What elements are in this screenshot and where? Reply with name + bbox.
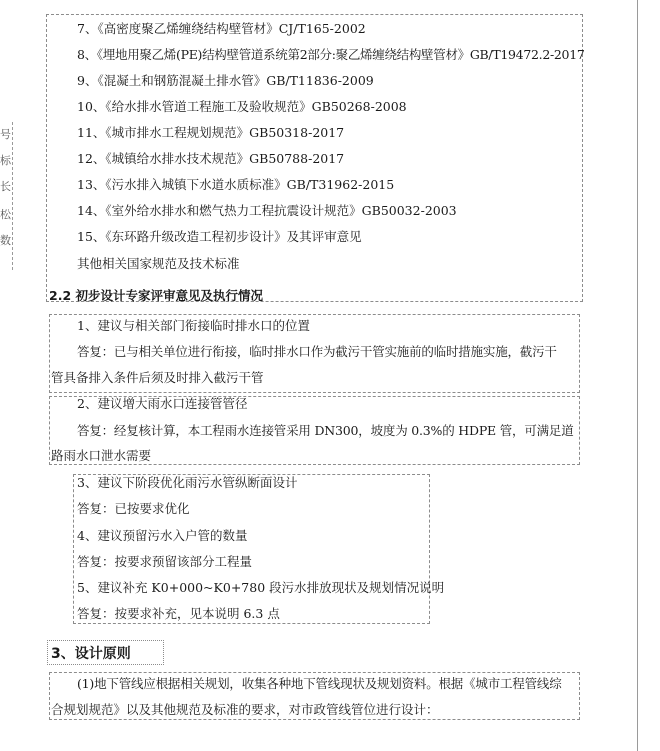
- reference-item: 13、《污水排入城镇下水道水质标准》GB/T31962-2015: [77, 177, 395, 192]
- reference-item: 8、《埋地用聚乙烯(PE)结构壁管道系统第2部分:聚乙烯缠绕结构壁管材》GB/T19472.2-2017: [77, 47, 585, 62]
- margin-char: 标: [0, 154, 11, 167]
- reference-item: 14、《室外给水排水和燃气热力工程抗震设计规范》GB50032-2003: [77, 203, 457, 218]
- margin-char: 号: [0, 128, 11, 141]
- review-answer: 答复：经复核计算，本工程雨水连接管采用 DN300，坡度为 0.3%的 HDPE 管，可满足道: [77, 423, 574, 438]
- page-right-edge: [637, 0, 638, 751]
- margin-char: 长: [0, 180, 11, 193]
- reference-item: 其他相关国家规范及技术标准: [77, 256, 240, 271]
- margin-char: 松: [0, 208, 11, 221]
- review-answer: 答复：按要求补充，见本说明 6.3 点: [77, 606, 280, 621]
- left-margin-note: [0, 122, 13, 270]
- review-answer: 答复：已按要求优化: [77, 501, 190, 516]
- review-answer: 答复：已与相关单位进行衔接，临时排水口作为截污干管实施前的临时措施实施，截污干: [77, 344, 557, 359]
- margin-char: 数: [0, 234, 11, 247]
- review-question: 4、建议预留污水入户管的数量: [77, 528, 248, 543]
- design-principle-text: 合规划规范》以及其他规范及标准的要求，对市政管线管位进行设计：: [51, 702, 439, 717]
- design-principle-text: (1)地下管线应根据相关规划，收集各种地下管线现状及规划资料。根据《城市工程管线综: [77, 676, 562, 691]
- review-answer: 管具备排入条件后须及时排入截污干管: [51, 370, 264, 385]
- reference-item: 11、《城市排水工程规划规范》GB50318-2017: [77, 125, 345, 140]
- review-question: 3、建议下阶段优化雨污水管纵断面设计: [77, 475, 298, 490]
- review-answer: 路雨水口泄水需要: [51, 448, 152, 463]
- section-heading-3: 3、设计原则: [51, 646, 131, 662]
- reference-item: 7、《高密度聚乙烯缠绕结构壁管材》CJ/T165-2002: [77, 21, 366, 36]
- review-question: 5、建议补充 K0+000~K0+780 段污水排放现状及规划情况说明: [77, 580, 445, 595]
- reference-item: 10、《给水排水管道工程施工及验收规范》GB50268-2008: [77, 99, 407, 114]
- section-heading-2-2: 2.2 初步设计专家评审意见及执行情况: [49, 288, 263, 303]
- review-items-3-5-box: [73, 474, 430, 624]
- reference-item: 9、《混凝土和钢筋混凝土排水管》GB/T11836-2009: [77, 73, 374, 88]
- review-question: 2、建议增大雨水口连接管管径: [77, 396, 248, 411]
- review-answer: 答复：按要求预留该部分工程量: [77, 554, 253, 569]
- reference-item: 15、《东环路升级改造工程初步设计》及其评审意见: [77, 229, 362, 244]
- reference-item: 12、《城镇给水排水技术规范》GB50788-2017: [77, 151, 345, 166]
- review-question: 1、建议与相关部门衔接临时排水口的位置: [77, 318, 310, 333]
